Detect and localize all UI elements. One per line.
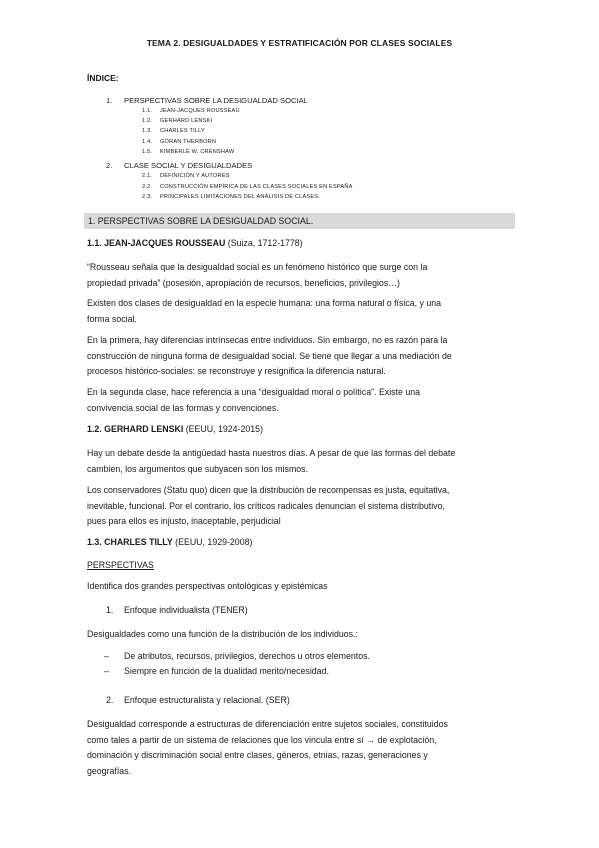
section-heading-bar — [84, 213, 515, 229]
subsection-heading-bold: 1.1. JEAN-JACQUES ROUSSEAU — [87, 238, 226, 248]
toc-subitem-label: JEAN-JACQUES ROUSSEAU — [160, 108, 240, 114]
toc-item-number: 2. — [106, 161, 113, 170]
toc-subitem-number: 1.4. — [142, 139, 153, 145]
paragraph-line: Hay un debate desde la antigüedad hasta nuestros días. A pesar de que las formas del debate — [87, 448, 456, 458]
toc-item-label: PERSPECTIVAS SOBRE LA DESIGUALDAD SOCIAL — [124, 96, 308, 105]
toc-subitem-label: DEFINICIÓN Y AUTORES — [160, 173, 230, 179]
paragraph-line: construcción de ninguna forma de desigualdad social. Se tiene que llegar a una mediación de — [87, 350, 452, 361]
toc-subitem-number: 1.5. — [142, 149, 153, 155]
paragraph-line: inevitable, funcional. Por el contrario, los críticos radicales denuncian el sistema distributivo, — [87, 500, 445, 511]
paragraph: Desigualdades como una función de la distribución de los individuos.: — [87, 629, 358, 639]
paragraph — [87, 446, 517, 477]
paragraph: Identifica dos grandes perspectivas ontológicas y epistémicas — [87, 581, 328, 591]
paragraph-line: Desigualdad corresponde a estructuras de diferenciación entre sujetos sociales, constituidos — [87, 719, 448, 729]
toc-subitem-number: 2.3. — [142, 194, 153, 200]
paragraph — [87, 260, 517, 291]
paragraph — [87, 483, 517, 530]
paragraph-line: En la segunda clase, hace referencia a una “desigualdad moral o política”. Existe una — [87, 387, 421, 397]
toc-subitem-label: GÖRAN THERBORN — [160, 139, 217, 145]
toc-subitem-label: CONSTRUCCIÓN EMPÍRICA DE LAS CLASES SOCIALES EN ESPAÑA — [160, 184, 353, 190]
subsection-heading-bold: 1.3. CHARLES TILLY — [87, 537, 173, 547]
toc-item-number: 1. — [106, 96, 113, 105]
subsection-heading-meta: (Suiza, 1712-1778) — [225, 238, 303, 248]
toc-subitem-number: 2.1. — [142, 173, 153, 179]
paragraph-line: forma social. — [87, 313, 137, 324]
ordered-list-number: 1. — [106, 605, 114, 615]
ordered-list-item: Enfoque estructuralista y relacional. (SER) — [124, 695, 290, 705]
bullet-dash: – — [104, 651, 109, 661]
subsection-heading — [87, 236, 517, 252]
toc-subitem-number: 2.2. — [142, 184, 153, 190]
toc-subitem-number: 1.2. — [142, 118, 153, 124]
paragraph-line: dominación y discriminación social entre clases, géneros, etnias, razas, generaciones y — [87, 750, 428, 760]
paragraph-line: Existen dos clases de desigualdad en la especie humana: una forma natural o física, y una — [87, 298, 442, 308]
paragraph-line: como tales a partir de un sistema de relaciones que los vincula entre sí → de explotación, — [87, 734, 437, 745]
toc-subitem-number: 1.3. — [142, 128, 153, 134]
paragraph-line: cambien, los argumentos que subyacen son los mismos. — [87, 463, 309, 474]
toc-subitem-label: PRINCIPALES LIMITACIONES DEL ANÁLISIS DE CLASES. — [160, 194, 320, 200]
toc-subitem-label: KIMBERLÉ W. CRENSHAW — [160, 149, 235, 155]
paragraph-line: pues para ellos es injusto, inaceptable, perjudicial — [87, 516, 281, 526]
paragraph-line: propiedad privada” (posesión, apropiación de recursos, beneficios, privilegios…) — [87, 277, 400, 288]
subsection-heading — [87, 422, 517, 438]
paragraph — [87, 333, 517, 380]
paragraph — [87, 717, 517, 779]
paragraph — [87, 296, 517, 327]
paragraph-line: Los conservadores (Statu quo) dicen que la distribución de recompensas es justa, equitativa, — [87, 485, 450, 495]
document-title: TEMA 2. DESIGUALDADES Y ESTRATIFICACIÓN POR CLASES SOCIALES — [146, 38, 453, 48]
ordered-list-item: Enfoque individualista (TENER) — [124, 605, 248, 615]
toc-subitem-label: CHARLES TILLY — [160, 128, 205, 134]
subsection-heading-meta: (EEUU, 1929-2008) — [172, 537, 253, 547]
paragraph-line: geografías. — [87, 765, 132, 776]
subsection-heading-meta: (EEUU, 1924-2015) — [183, 424, 263, 434]
subsection-heading — [87, 535, 517, 551]
paragraph-line: procesos histórico-sociales: se reconstruye y resignifica la diferencia natural. — [87, 366, 386, 376]
toc-subitem-number: 1.1. — [142, 108, 153, 114]
toc-item-label: CLASE SOCIAL Y DESIGUALDADES — [124, 161, 253, 170]
bullet-dash: – — [104, 666, 109, 676]
paragraph-line: “Rousseau señala que la desigualdad social es un fenómeno histórico que surge con la — [87, 262, 428, 272]
bullet-item: De atributos, recursos, privilegios, derechos u otros elementos. — [124, 651, 370, 661]
subsection-heading-bold: 1.2. GERHARD LENSKI — [87, 424, 184, 434]
ordered-list-number: 2. — [106, 695, 114, 705]
toc-subitem-label: GERHARD LENSKI — [160, 118, 213, 124]
index-label: ÍNDICE: — [87, 73, 119, 83]
section-heading: 1. PERSPECTIVAS SOBRE LA DESIGUALDAD SOCIAL. — [88, 216, 314, 226]
underlined-heading: PERSPECTIVAS — [87, 560, 154, 570]
paragraph-line: convivencia social de las formas y convenciones. — [87, 402, 279, 413]
paragraph — [87, 385, 517, 416]
bullet-item: Siempre en función de la dualidad merito/necesidad. — [124, 666, 329, 676]
paragraph-line: En la primera, hay diferencias intrínsecas entre individuos. Sin embargo, no es razón para la — [87, 335, 448, 345]
